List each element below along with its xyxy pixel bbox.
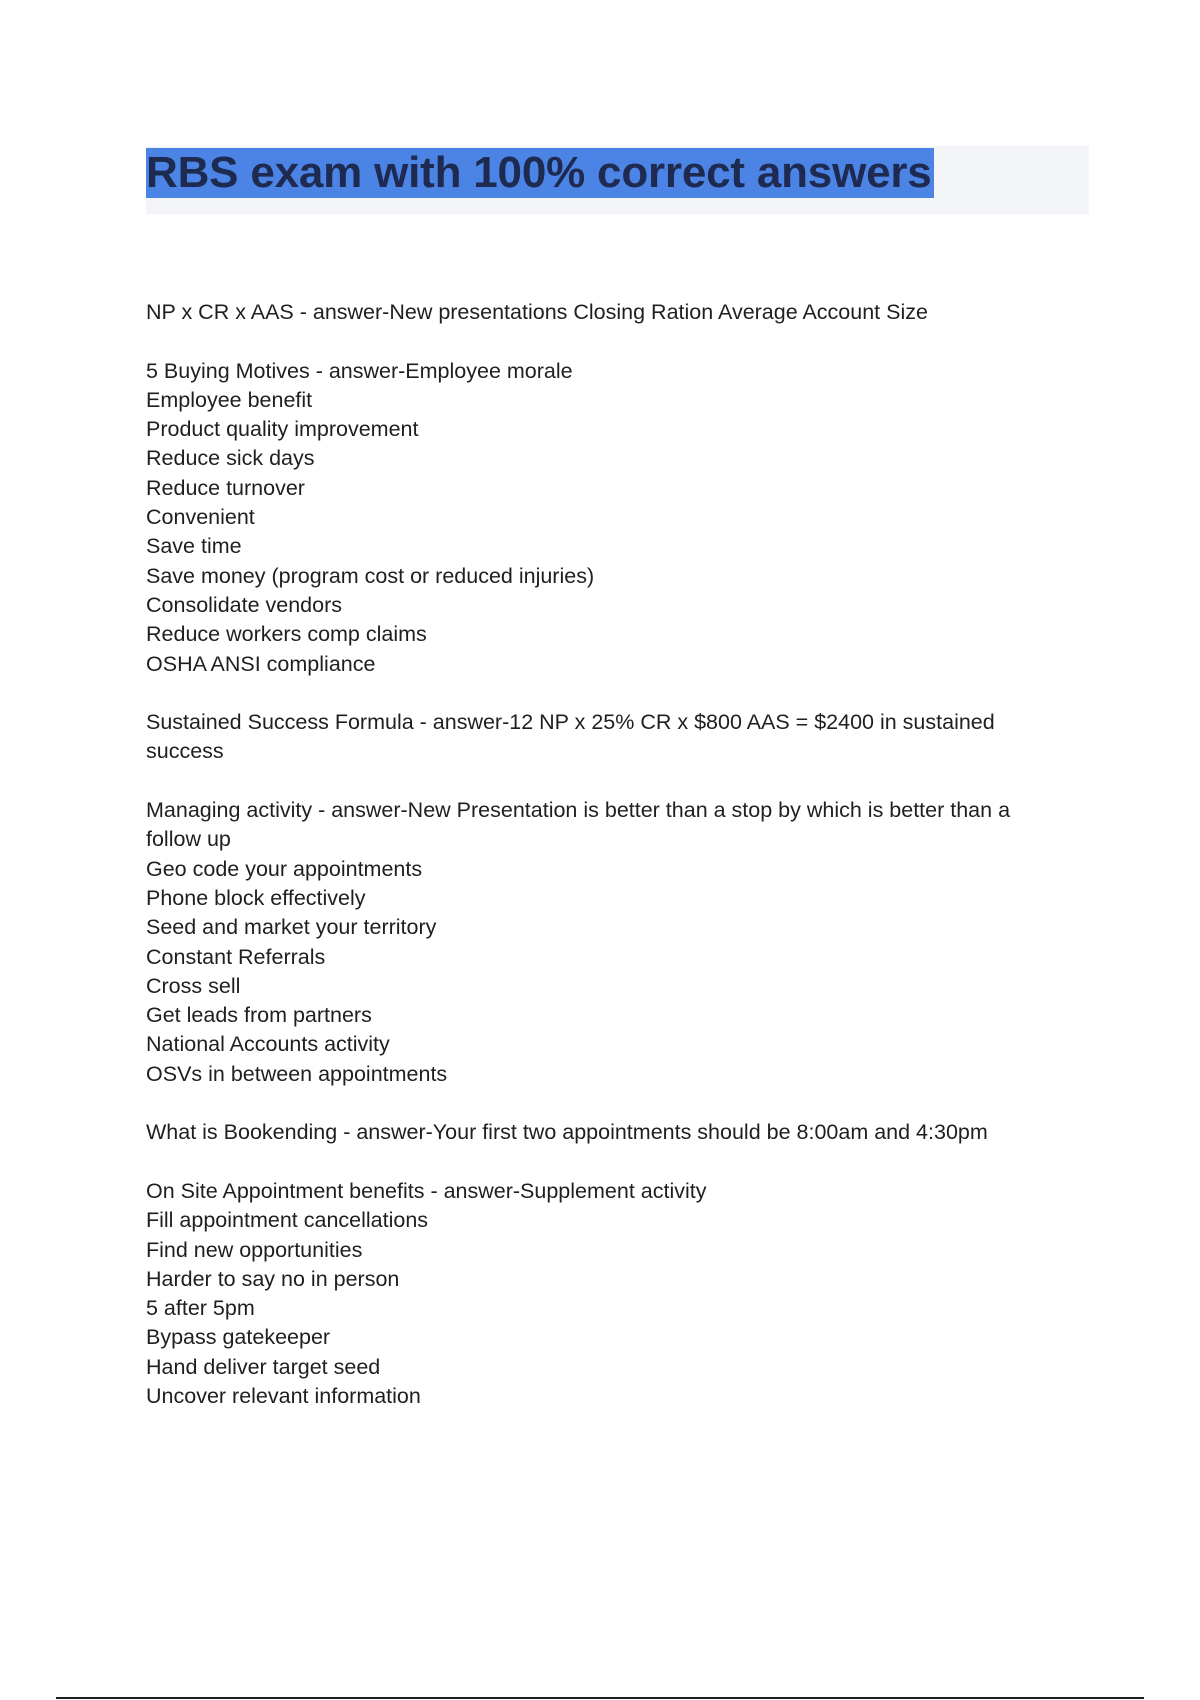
document-title: RBS exam with 100% correct answers	[146, 148, 932, 197]
qa-answer-line: Fill appointment cancellations	[146, 1208, 429, 1233]
qa-answer-line: Hand deliver target seed	[146, 1354, 381, 1379]
qa-answer-line: Harder to say no in person	[146, 1266, 400, 1291]
qa-answer-line: Geo code your appointments	[146, 856, 423, 881]
qa-answer-line: Constant Referrals	[146, 944, 326, 969]
qa-answer-line: success	[146, 739, 224, 764]
qa-entry	[146, 357, 1066, 679]
qa-answer-line: Employee benefit	[146, 387, 313, 412]
qa-answer-line: Reduce sick days	[146, 446, 315, 471]
qa-content	[146, 298, 1066, 1441]
qa-answer-line: Save time	[146, 534, 242, 559]
qa-answer-line: Save money (program cost or reduced injuries)	[146, 563, 595, 588]
qa-answer-line: 5 after 5pm	[146, 1296, 255, 1321]
qa-question-line: Managing activity - answer-New Presentation is better than a stop by which is better than a	[146, 798, 1011, 823]
qa-answer-line: Cross sell	[146, 973, 241, 998]
qa-answer-line: Phone block effectively	[146, 885, 366, 910]
page-bottom-rule	[56, 1697, 1144, 1699]
qa-answer-line: Get leads from partners	[146, 1003, 372, 1028]
qa-answer-line: Consolidate vendors	[146, 592, 343, 617]
qa-answer-line: National Accounts activity	[146, 1032, 390, 1057]
qa-question-line: What is Bookending - answer-Your first two appointments should be 8:00am and 4:30pm	[146, 1120, 988, 1145]
qa-entry	[146, 298, 1066, 327]
qa-entry	[146, 1118, 1066, 1147]
qa-answer-line: Reduce workers comp claims	[146, 622, 427, 647]
qa-entry	[146, 796, 1066, 1089]
qa-entry	[146, 708, 1066, 767]
qa-answer-line: Uncover relevant information	[146, 1383, 421, 1408]
qa-entry	[146, 1177, 1066, 1411]
qa-answer-line: Seed and market your territory	[146, 915, 437, 940]
qa-answer-line: Bypass gatekeeper	[146, 1325, 331, 1350]
qa-answer-line: OSVs in between appointments	[146, 1061, 448, 1086]
qa-question-line: NP x CR x AAS - answer-New presentations Closing Ration Average Account Size	[146, 300, 928, 324]
qa-question-line: Sustained Success Formula - answer-12 NP x 25% CR x $800 AAS = $2400 in sustained	[146, 710, 995, 735]
qa-answer-line: Find new opportunities	[146, 1237, 363, 1262]
qa-question-line: 5 Buying Motives - answer-Employee morale	[146, 358, 573, 383]
qa-answer-line: Reduce turnover	[146, 475, 305, 500]
qa-answer-line: Convenient	[146, 505, 255, 530]
qa-answer-line: OSHA ANSI compliance	[146, 651, 376, 676]
qa-answer-line: follow up	[146, 827, 231, 852]
qa-answer-line: Product quality improvement	[146, 417, 419, 442]
qa-question-line: On Site Appointment benefits - answer-Supplement activity	[146, 1178, 707, 1203]
